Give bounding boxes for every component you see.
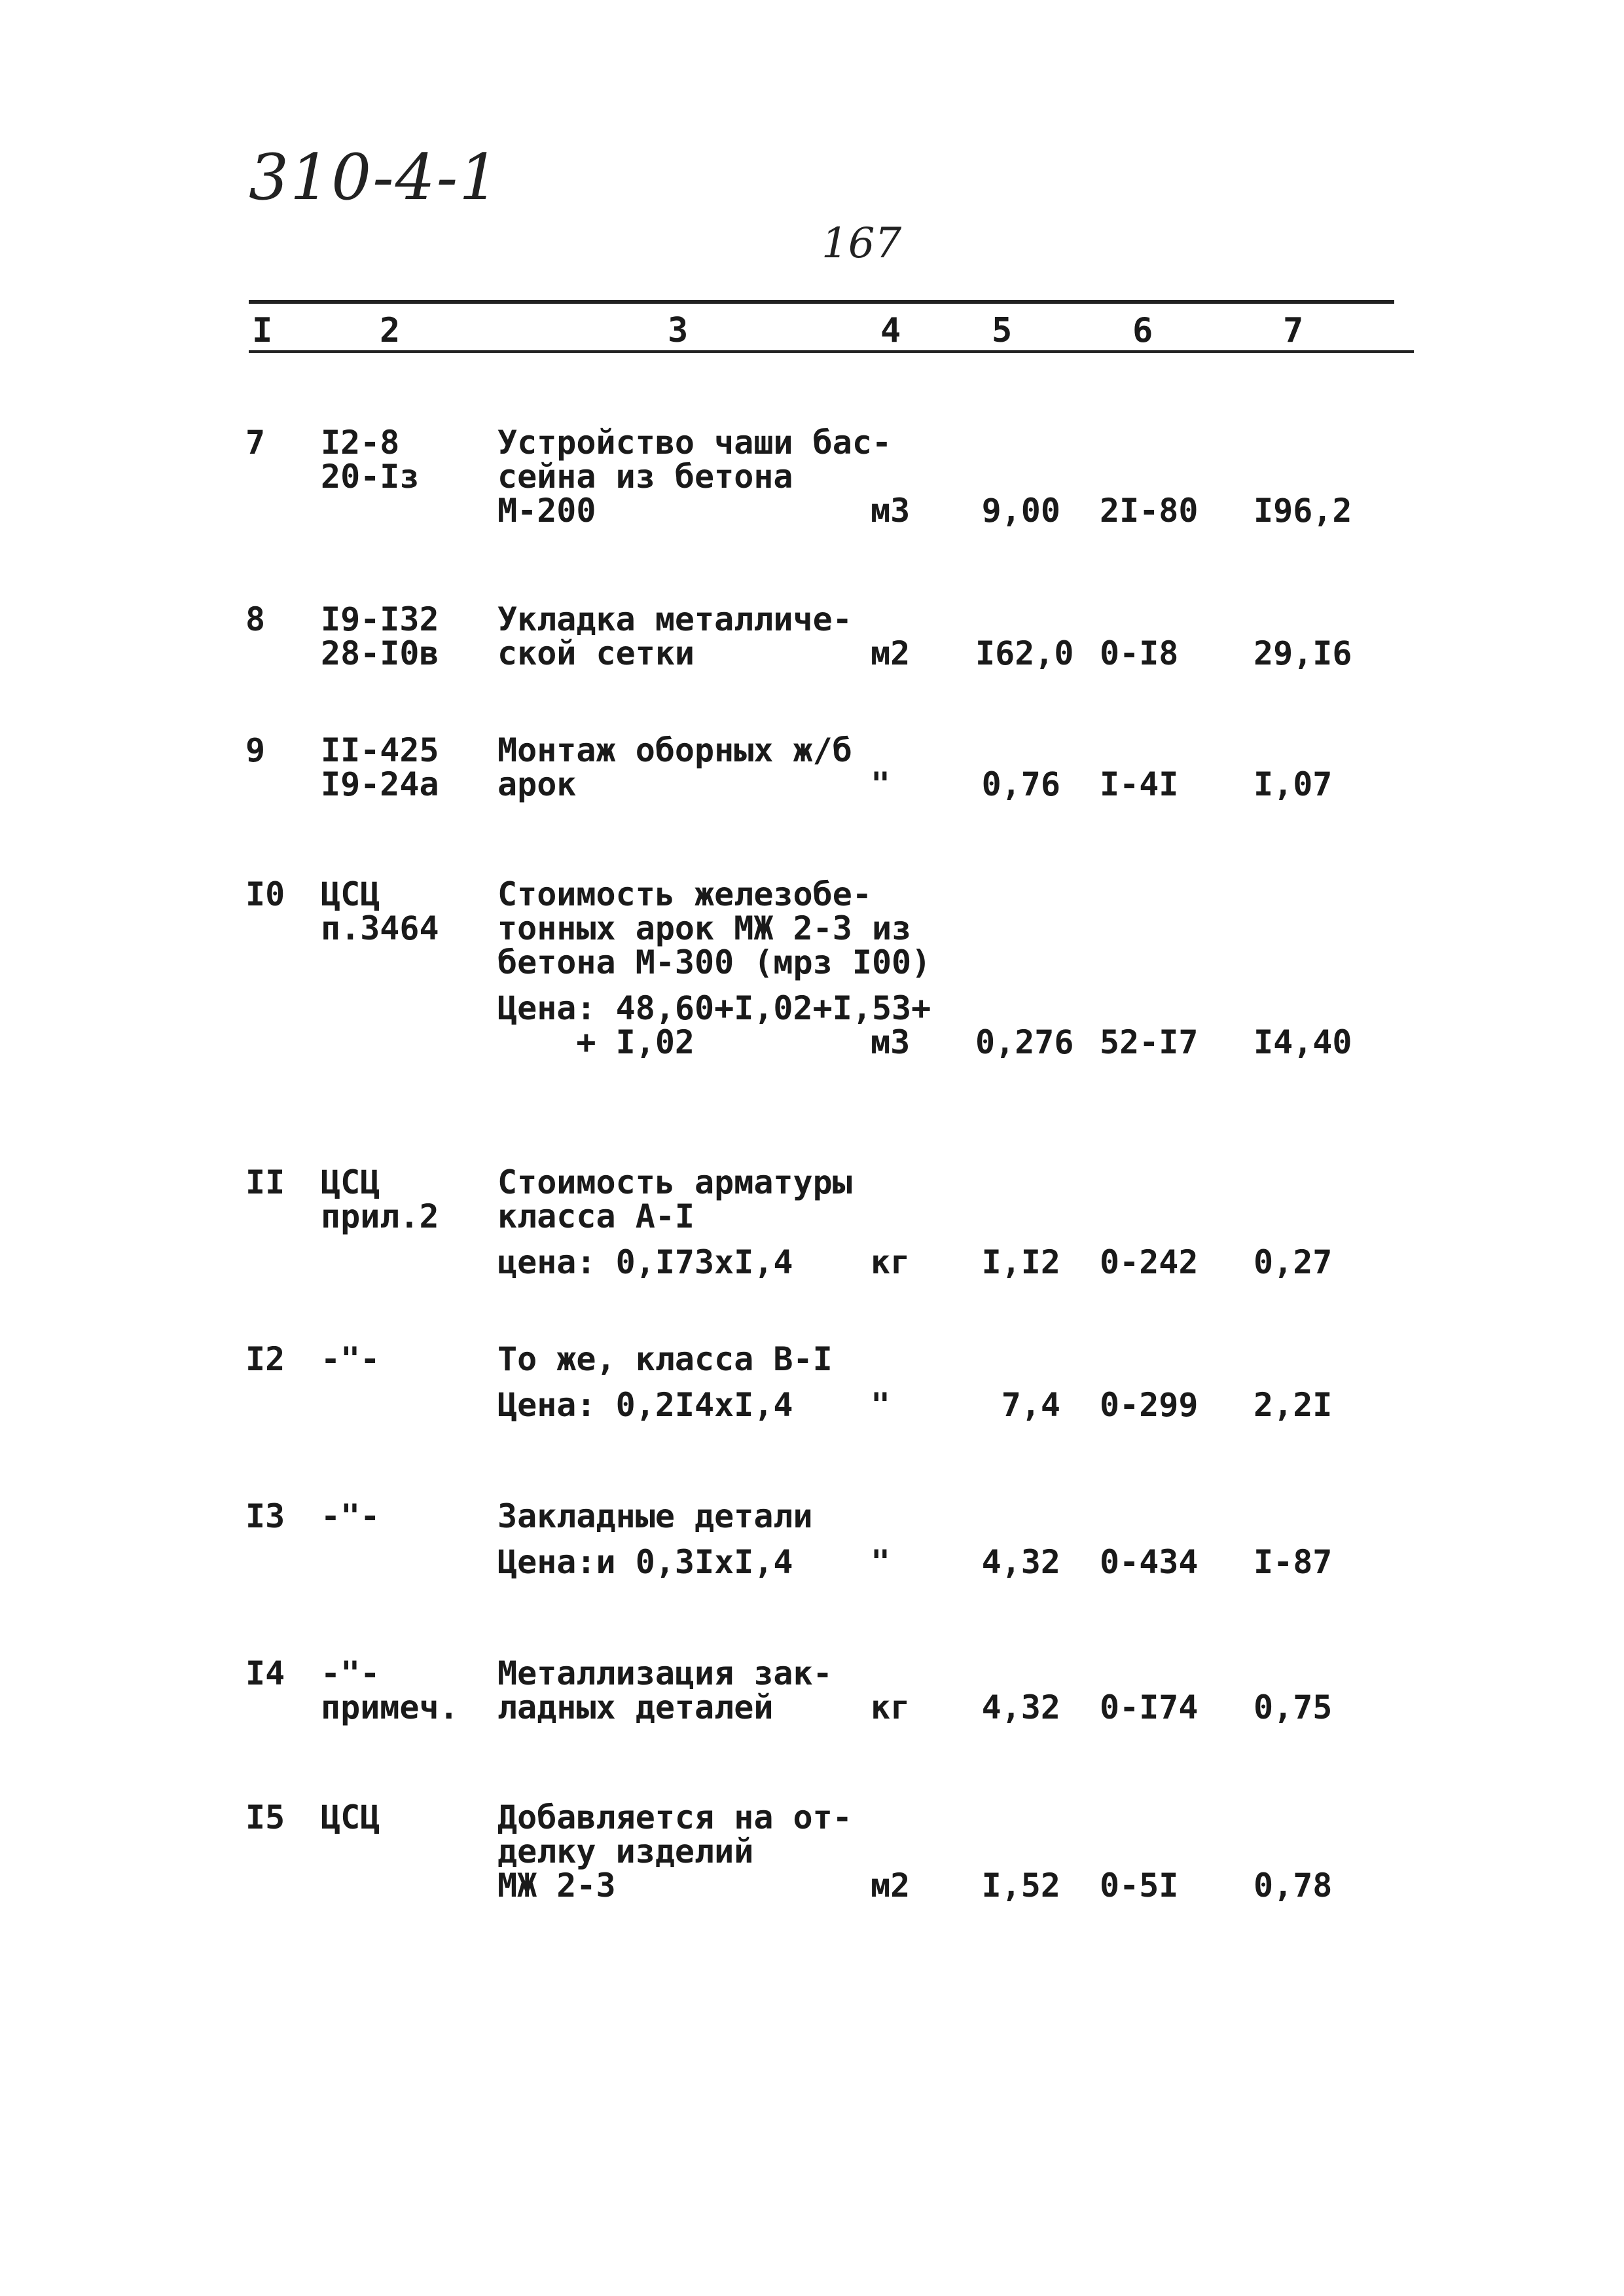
unit: м2 — [871, 634, 911, 672]
unit-price: 0-I8 — [1100, 634, 1179, 672]
work-description: Закладные детали — [497, 1497, 813, 1535]
total-cost: 29,I6 — [1254, 634, 1352, 672]
unit: " — [871, 1386, 891, 1424]
quantity: I,I2 — [981, 1243, 1060, 1281]
unit-price: I-4I — [1100, 765, 1179, 803]
row-number: I5 — [245, 1798, 285, 1836]
norm-code: п.3464 — [321, 909, 439, 947]
work-description: Стоимость арматуры — [497, 1163, 852, 1201]
work-description: Металлизация зак- — [497, 1654, 833, 1692]
norm-code: 28-I0в — [321, 634, 439, 672]
work-description: арок — [497, 765, 577, 803]
norm-code: II-425 — [321, 731, 439, 769]
work-description: + I,02 — [497, 1023, 695, 1061]
work-description: МЖ 2-3 — [497, 1867, 616, 1904]
norm-code: I9-24а — [321, 765, 439, 803]
norm-code: ЦСЦ — [321, 1163, 380, 1201]
norm-code: -"- — [321, 1340, 380, 1378]
total-cost: I96,2 — [1254, 492, 1352, 530]
unit: м3 — [871, 1023, 911, 1061]
document-code: 310-4-1 — [249, 141, 501, 214]
header-col-6: 6 — [1132, 311, 1153, 350]
work-description: тонных арок МЖ 2-3 из — [497, 909, 912, 947]
total-cost: 2,2I — [1254, 1386, 1333, 1424]
unit: кг — [871, 1688, 911, 1726]
work-description: Укладка металличе- — [497, 600, 852, 638]
work-description: Цена: 0,2I4xI,4 — [497, 1386, 793, 1424]
unit-price: 0-299 — [1100, 1386, 1199, 1424]
page-number: 167 — [821, 219, 902, 268]
quantity: 0,76 — [981, 765, 1060, 803]
unit-price: 0-I74 — [1100, 1688, 1199, 1726]
work-description: делку изделий — [497, 1832, 754, 1870]
quantity: 9,00 — [981, 492, 1060, 530]
norm-code: примеч. — [321, 1688, 459, 1726]
quantity: I,52 — [981, 1867, 1060, 1904]
norm-code: -"- — [321, 1654, 380, 1692]
work-description: Добавляется на от- — [497, 1798, 852, 1836]
total-cost: I,07 — [1254, 765, 1333, 803]
norm-code: прил.2 — [321, 1197, 439, 1235]
norm-code: ЦСЦ — [321, 875, 380, 913]
norm-code: -"- — [321, 1497, 380, 1535]
work-description: Цена: 48,60+I,02+I,53+ — [497, 989, 931, 1027]
work-description: сейна из бетона — [497, 458, 793, 496]
row-number: II — [245, 1163, 285, 1201]
quantity: 0,276 — [975, 1023, 1074, 1061]
work-description: цена: 0,I73xI,4 — [497, 1243, 793, 1281]
unit: кг — [871, 1243, 911, 1281]
table-top-rule — [249, 300, 1394, 304]
total-cost: I-87 — [1254, 1543, 1333, 1581]
work-description: ладных деталей — [497, 1688, 774, 1726]
quantity: 4,32 — [981, 1543, 1060, 1581]
norm-code: I9-I32 — [321, 600, 439, 638]
norm-code: I2-8 — [321, 424, 400, 462]
total-cost: I4,40 — [1254, 1023, 1352, 1061]
row-number: I0 — [245, 875, 285, 913]
header-col-2: 2 — [380, 311, 401, 350]
row-number: 7 — [245, 424, 266, 462]
row-number: I2 — [245, 1340, 285, 1378]
row-number: 8 — [245, 600, 266, 638]
header-col-5: 5 — [992, 311, 1013, 350]
unit-price: 0-434 — [1100, 1543, 1199, 1581]
work-description: Стоимость железобе- — [497, 875, 872, 913]
work-description: Монтаж оборных ж/б — [497, 731, 852, 769]
unit: " — [871, 1543, 891, 1581]
unit: м3 — [871, 492, 911, 530]
total-cost: 0,78 — [1254, 1867, 1333, 1904]
norm-code: 20-Iз — [321, 458, 420, 496]
quantity: I62,0 — [975, 634, 1074, 672]
header-col-3: 3 — [668, 311, 689, 350]
work-description: То же, класса В-I — [497, 1340, 833, 1378]
unit: " — [871, 765, 891, 803]
row-number: I4 — [245, 1654, 285, 1692]
work-description: ской сетки — [497, 634, 695, 672]
unit-price: 0-5I — [1100, 1867, 1179, 1904]
unit-price: 0-242 — [1100, 1243, 1199, 1281]
work-description: М-200 — [497, 492, 596, 530]
unit-price: 2I-80 — [1100, 492, 1199, 530]
quantity: 4,32 — [981, 1688, 1060, 1726]
work-description: Устройство чаши бас- — [497, 424, 892, 462]
total-cost: 0,75 — [1254, 1688, 1333, 1726]
header-col-7: 7 — [1283, 311, 1304, 350]
table-header-rule — [249, 350, 1414, 353]
unit-price: 52-I7 — [1100, 1023, 1199, 1061]
total-cost: 0,27 — [1254, 1243, 1333, 1281]
row-number: I3 — [245, 1497, 285, 1535]
work-description: класса А-I — [497, 1197, 695, 1235]
norm-code: ЦСЦ — [321, 1798, 380, 1836]
header-col-1: I — [252, 311, 273, 350]
unit: м2 — [871, 1867, 911, 1904]
work-description: бетона М-300 (мрз I00) — [497, 943, 931, 981]
header-col-4: 4 — [880, 311, 901, 350]
work-description: Цена:и 0,3IxI,4 — [497, 1543, 793, 1581]
quantity: 7,4 — [1001, 1386, 1060, 1424]
row-number: 9 — [245, 731, 266, 769]
